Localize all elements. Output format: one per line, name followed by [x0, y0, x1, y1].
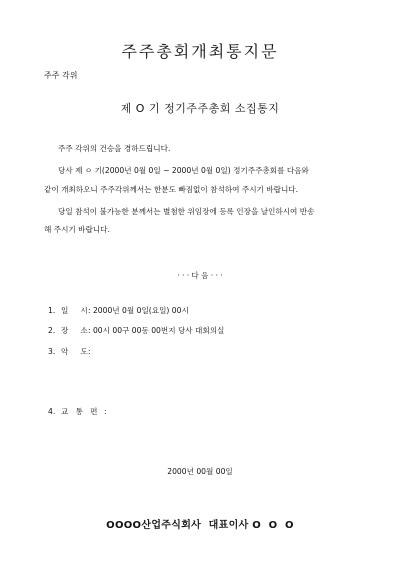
item-value: : 2000년 0월 0일(요일) 00시 [88, 306, 189, 315]
body-paragraph-line: 같이 개최하오니 주주각위께서는 한분도 빠짐없이 참석하여 주시기 바랍니다. [44, 185, 299, 194]
document-title: 주주총회개최통지문 [121, 42, 279, 61]
addressee: 주주 각위 [44, 71, 78, 80]
item-value: : 00시 00구 00동 00번지 당사 대회의실 [88, 326, 225, 335]
notice-subtitle: 제 O 기 정기주주총회 소집통지 [120, 102, 280, 115]
proxy-paragraph-line: 당일 참석이 불가능한 분께서는 별첨한 위임장에 등록 인장을 날인하시여 반송 [58, 207, 315, 216]
body-paragraph-line: 당사 제 ㅇ 기(2000년 0월 0일 ~ 2000년 0월 0일) 정기주주총회를 다음와 [58, 166, 309, 175]
greeting-paragraph: 주주 각위의 건승을 경하드립니다. [58, 144, 171, 153]
item-datetime [48, 305, 189, 316]
item-location [48, 325, 224, 336]
item-number: 4. [48, 407, 56, 416]
signer: OOOO산업주식회사 대표이사 O O O [106, 520, 294, 531]
item-label: 교 통 편 [61, 407, 98, 416]
item-number: 1. [48, 306, 56, 315]
item-number: 3. [48, 347, 56, 356]
item-transport [48, 406, 107, 417]
item-value: : [88, 347, 91, 356]
item-label: 일 시 [61, 306, 88, 315]
item-number: 2. [48, 326, 56, 335]
item-value: : [104, 407, 107, 416]
item-label: 장 소 [61, 326, 88, 335]
notice-date: 2000년 00월 00일 [167, 467, 233, 476]
section-heading: · · · 다 음 · · · [177, 271, 223, 280]
item-map [48, 346, 91, 357]
item-label: 악 도 [61, 347, 88, 356]
proxy-paragraph-line: 해 주시기 바랍니다. [44, 225, 110, 234]
